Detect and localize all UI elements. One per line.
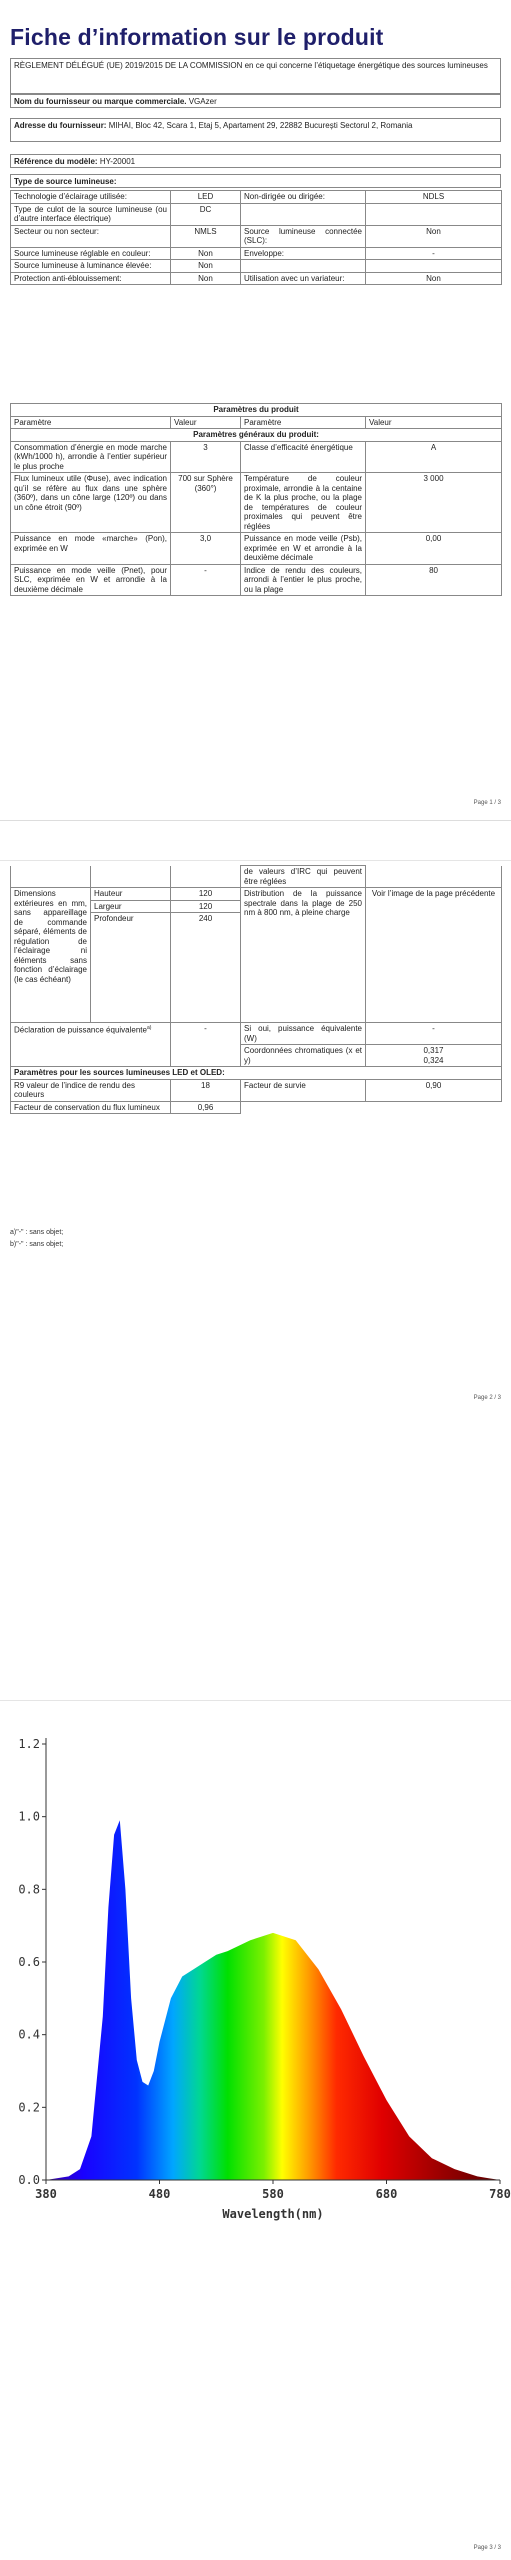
equiv2-value: -: [366, 1023, 502, 1045]
footnote-b: b)"-" : sans objet;: [10, 1241, 64, 1248]
footnote-a: a)"-" : sans objet;: [10, 1229, 64, 1236]
type-param-label: Source lumineuse à luminance élevée:: [11, 260, 171, 273]
type-param-value: Non: [171, 272, 241, 285]
general-param-value: 3: [171, 441, 241, 473]
general-param-label: Température de couleur proximale, arrondie à la centaine de K la plus proche, ou la plage de températures de couleur proximales qui peuvent être réglées: [241, 473, 366, 533]
supplier-value: VGAzer: [188, 97, 217, 106]
spectral-label: Distribution de la puissance spectrale dans la plage de 250 nm à 800 nm, à pleine charge: [241, 888, 366, 1023]
general-param-label: Consommation d’énergie en mode marche (kWh/1000 h), arrondie à l’entier supérieur le plus proche: [11, 441, 171, 473]
col-value-2: Valeur: [366, 416, 502, 429]
page-1: [0, 0, 511, 820]
y-tick-label: 0.6: [18, 1955, 40, 1969]
coord-y: 0,324: [423, 1055, 444, 1065]
dimensions-label: Dimensions extérieures en mm, sans appareillage de commande séparé, éléments de régulation de l’éclairage ni éléments sans fonction d’éclairage (le cas échéant): [11, 888, 91, 1023]
page-number-1: Page 1 / 3: [473, 800, 501, 806]
general-param-value: -: [171, 564, 241, 596]
general-row: [11, 564, 502, 596]
type-param-value: NDLS: [366, 191, 502, 204]
document-title: Fiche d’information sur le produit: [10, 24, 384, 50]
general-param-label: Classe d’efficacité énergétique: [241, 441, 366, 473]
general-param-value: 700 sur Sphère (360°): [171, 473, 241, 533]
page-2: [0, 860, 511, 1280]
model-label: Référence du modèle:: [14, 157, 98, 166]
spectrum-chart-svg: [0, 1720, 511, 2280]
supplier-box: [10, 94, 501, 108]
survival-label: Facteur de survie: [241, 1079, 366, 1101]
type-param-value: [366, 203, 502, 225]
dim-value-height: 120: [171, 888, 241, 901]
general-param-value: 80: [366, 564, 502, 596]
spectral-value: Voir l’image de la page précédente: [366, 888, 502, 1023]
type-param-label: [241, 203, 366, 225]
page2-table: [10, 865, 502, 1114]
dim-name-height: Hauteur: [91, 888, 171, 901]
regulation-text: RÈGLEMENT DÉLÉGUÉ (UE) 2019/2015 DE LA COMMISSION en ce qui concerne l’étiquetage énergétique des sources lumineuses: [14, 61, 488, 70]
type-param-label: Enveloppe:: [241, 247, 366, 260]
dim-name-width: Largeur: [91, 900, 171, 913]
type-table: [10, 190, 502, 285]
maintenance-label: Facteur de conservation du flux lumineux: [11, 1101, 171, 1114]
coord-values: [366, 1045, 502, 1067]
general-param-label: Flux lumineux utile (Φuse), avec indication qu’il se réfère au flux dans une sphère (360º), dans un cône large (120º) ou dans un cône étroit (90º): [11, 473, 171, 533]
type-param-label: Protection anti-éblouissement:: [11, 272, 171, 285]
type-param-value: Non: [366, 272, 502, 285]
led-heading: Paramètres pour les sources lumineuses LED et OLED:: [11, 1067, 502, 1080]
general-param-label: Puissance en mode veille (Pnet), pour SLC, exprimée en W et arrondie à la deuxième décimale: [11, 564, 171, 596]
type-param-value: [366, 260, 502, 273]
survival-value: 0,90: [366, 1079, 502, 1101]
equiv-power-value: -: [171, 1023, 241, 1067]
general-param-value: A: [366, 441, 502, 473]
general-param-value: 3 000: [366, 473, 502, 533]
type-param-label: Source lumineuse connectée (SLC):: [241, 225, 366, 247]
r9-value: 18: [171, 1079, 241, 1101]
page-gap: [0, 820, 511, 850]
type-row: [11, 272, 502, 285]
x-axis-label: Wavelength(nm): [222, 2207, 324, 2221]
general-row: [11, 473, 502, 533]
equiv-power-cell: [11, 1023, 171, 1067]
model-value: HY-20001: [99, 157, 136, 166]
equiv2-label: Si oui, puissance équivalente (W): [241, 1023, 366, 1045]
x-tick-label: 480: [148, 2187, 171, 2201]
y-tick-label: 1.0: [18, 1809, 40, 1824]
general-row: [11, 533, 502, 565]
type-param-label: Type de culot de la source lumineuse (ou d’autre interface électrique): [11, 203, 171, 225]
type-param-label: Secteur ou non secteur:: [11, 225, 171, 247]
r9-label: R9 valeur de l’indice de rendu des couleurs: [11, 1079, 171, 1101]
maintenance-value: 0,96: [171, 1101, 241, 1114]
type-row: [11, 225, 502, 247]
type-param-label: Non-dirigée ou dirigée:: [241, 191, 366, 204]
y-tick-label: 0.8: [18, 1882, 40, 1897]
spectrum-chart: [0, 1720, 511, 2280]
type-param-value: Non: [366, 225, 502, 247]
type-heading-text: Type de source lumineuse:: [14, 177, 117, 186]
general-row: [11, 441, 502, 473]
x-tick-label: 680: [375, 2187, 398, 2201]
params-table: [10, 403, 502, 596]
supplier-label: Nom du fournisseur ou marque commerciale.: [14, 97, 187, 106]
type-param-value: Non: [171, 260, 241, 273]
general-param-label: Puissance en mode veille (Psb), exprimée en W et arrondie à la deuxième décimale: [241, 533, 366, 565]
general-param-value: 3,0: [171, 533, 241, 565]
address-label: Adresse du fournisseur:: [14, 121, 107, 130]
page-number-2: Page 2 / 3: [473, 1395, 501, 1401]
equiv-power-sup: a): [146, 1025, 152, 1031]
cri-continued: de valeurs d’IRC qui peuvent être réglées: [241, 866, 366, 888]
type-param-label: Technologie d’éclairage utilisée:: [11, 191, 171, 204]
params-heading: Paramètres du produit: [11, 404, 502, 417]
type-param-label: Utilisation avec un variateur:: [241, 272, 366, 285]
col-param-1: Paramètre: [11, 416, 171, 429]
coord-x: 0,317: [423, 1046, 444, 1055]
address-value: MIHAI, Bloc 42, Scara 1, Etaj 5, Apartament 29, 22882 București Sectorul 2, Romania: [108, 121, 413, 130]
type-param-label: Source lumineuse réglable en couleur:: [11, 247, 171, 260]
equiv-power-label: Déclaration de puissance équivalente: [14, 1025, 147, 1035]
dim-value-width: 120: [171, 900, 241, 913]
address-box: [10, 118, 501, 142]
spectrum-area: [46, 1820, 500, 2180]
col-value-1: Valeur: [171, 416, 241, 429]
page-number-3: Page 3 / 3: [473, 2545, 501, 2551]
type-row: [11, 191, 502, 204]
type-param-value: Non: [171, 247, 241, 260]
general-heading: Paramètres généraux du produit:: [11, 429, 502, 442]
type-heading: [10, 174, 501, 188]
x-tick-label: 580: [262, 2187, 284, 2201]
type-param-value: LED: [171, 191, 241, 204]
general-param-value: 0,00: [366, 533, 502, 565]
general-param-label: Indice de rendu des couleurs, arrondi à l’entier le plus proche, ou la plage: [241, 564, 366, 596]
general-param-label: Puissance en mode «marche» (Pon), exprimée en W: [11, 533, 171, 565]
coord-label: Coordonnées chromatiques (x et y): [241, 1045, 366, 1067]
type-param-value: DC: [171, 203, 241, 225]
type-param-label: [241, 260, 366, 273]
y-tick-label: 0.4: [18, 2027, 40, 2042]
regulation-box: [10, 58, 501, 94]
col-param-2: Paramètre: [241, 416, 366, 429]
y-tick-label: 1.2: [18, 1737, 40, 1751]
model-box: [10, 154, 501, 168]
x-tick-label: 780: [489, 2187, 511, 2201]
type-param-value: NMLS: [171, 225, 241, 247]
y-tick-label: 0.0: [18, 2173, 40, 2187]
y-tick-label: 0.2: [18, 2100, 40, 2115]
type-row: [11, 247, 502, 260]
dim-name-depth: Profondeur: [91, 913, 171, 1023]
type-row: [11, 203, 502, 225]
type-param-value: -: [366, 247, 502, 260]
dim-value-depth: 240: [171, 913, 241, 1023]
type-row: [11, 260, 502, 273]
x-tick-label: 380: [35, 2187, 57, 2201]
